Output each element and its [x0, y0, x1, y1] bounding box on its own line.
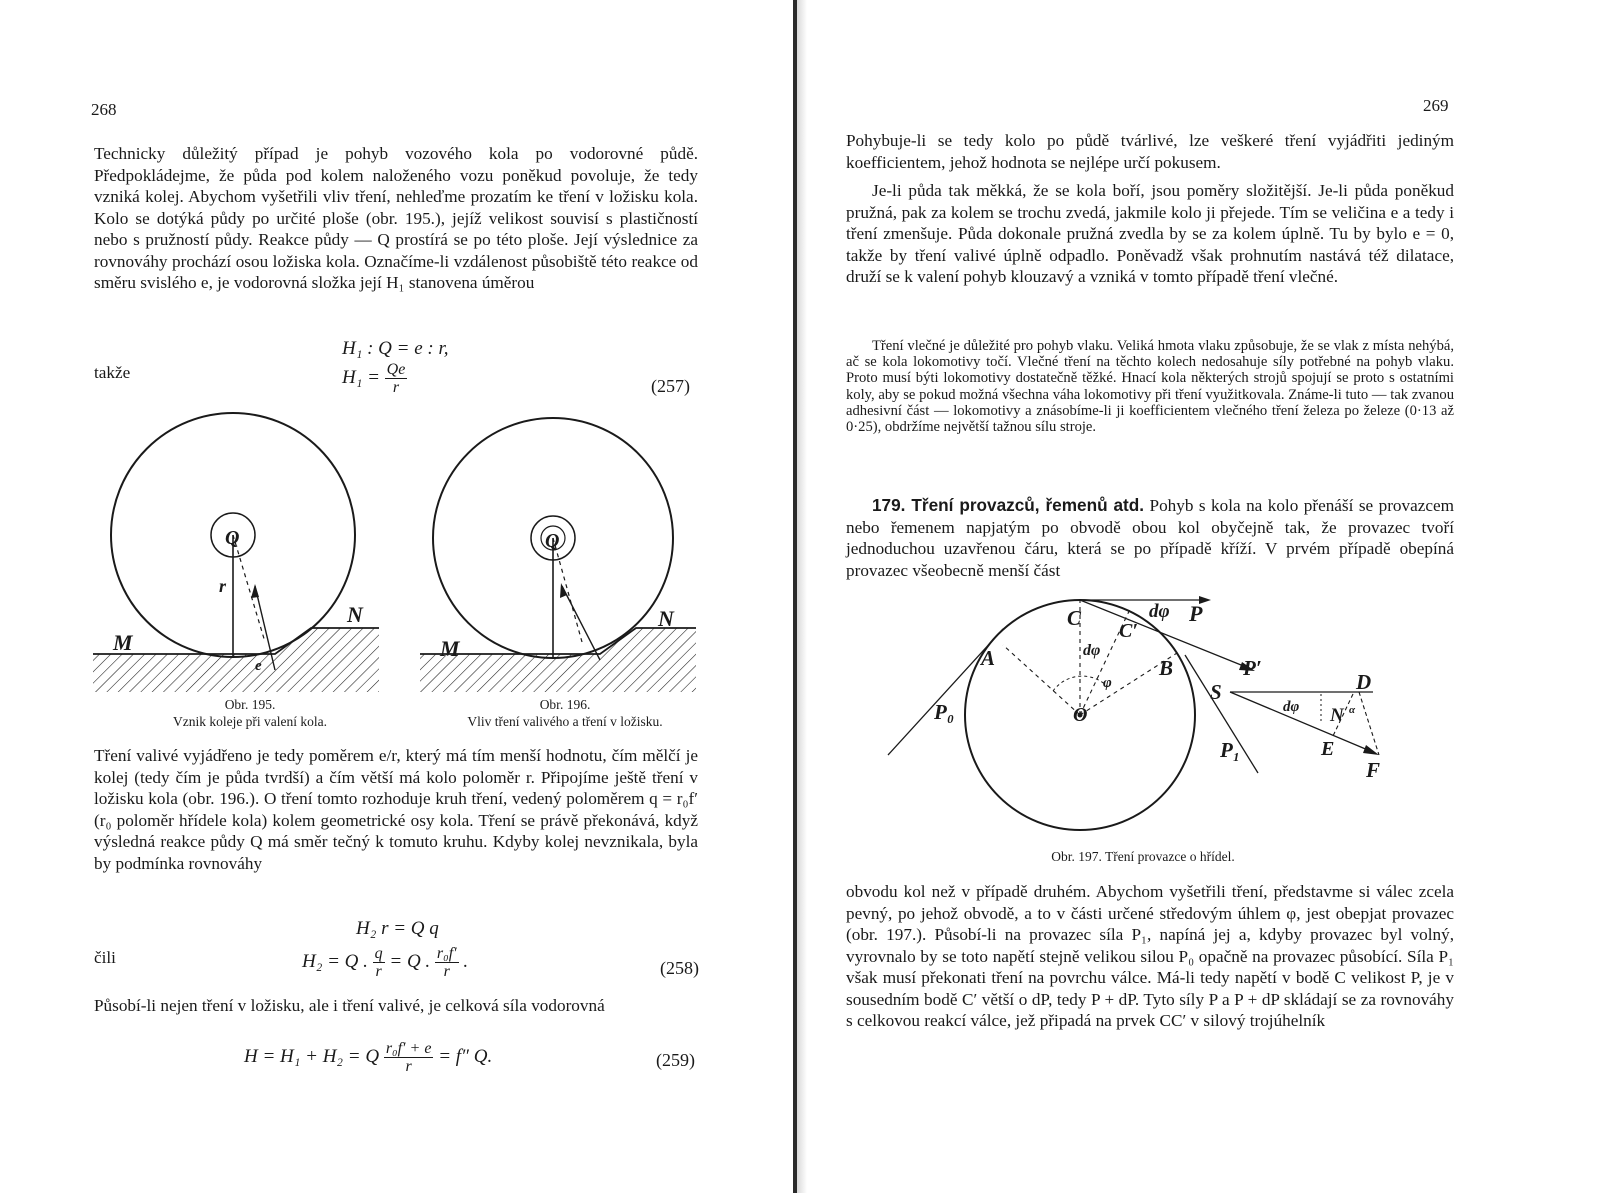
label-o: O [1073, 704, 1088, 726]
equation-number-257: (257) [651, 376, 690, 396]
reaction-arrow [562, 586, 600, 660]
label-s: S [1210, 680, 1222, 704]
equation-259 [244, 1040, 492, 1075]
section-heading: 179. Tření provazců, řemenů atd. [872, 495, 1145, 515]
eq259-den: r [405, 1058, 412, 1075]
equation-proportion: H₁ : Q = e : r, [342, 338, 449, 359]
label-m: M [440, 636, 460, 661]
label-n: N [1330, 705, 1344, 726]
eq258-mid: = Q . [389, 950, 431, 972]
fig196-caption-title: Obr. 196. [539, 697, 591, 712]
cili-label: čili [94, 948, 116, 967]
equation-h2r: H₂ r = Q q [356, 918, 439, 939]
paragraph-3: Působí-li nejen tření v ložisku, ale i tření valivé, je celková síla vodorovná [94, 996, 605, 1015]
page-number: 268 [91, 100, 117, 119]
paragraph-2: Tření valivé vyjádřeno je tedy poměrem e/r, který má tím menší hodnotu, čím mělčí je kolej (tedy čím je půda tvrdší) a čím větší má kolo poloměr r. Připojíme ještě tření v ložisku kola (obr. 196.). O tření tomto rozhoduje kruh tření, vedený poloměrem q = r₀f′ (r₀ poloměr hřídele kola) kolem geometrické osy kola. Tření se právě překonává, když výsledná reakce půdy Q má směr tečný k tomuto kruhu. Kdyby kolej nevznikala, byla by podmínka rovnováhy [94, 746, 698, 873]
label-p: P [1189, 601, 1203, 626]
figure-197 [893, 595, 1413, 840]
figure-195-caption [120, 696, 380, 730]
label-m: M [113, 630, 133, 655]
eq258-d2: r [443, 963, 450, 980]
label-alpha: α [1349, 704, 1356, 716]
label-c-prime: C′ [1119, 620, 1138, 642]
paragraph-4: obvodu kol než v případě druhém. Abychom vyšetřili tření, představme si válec zcela pevný, po jehož obvodě, a to v části určené středovým úhlem φ, jest obepjat provazec (obr. 197.). Působí-li na provazec síla P₁, napíná jej a, kdyby provazec byl volný, vyrovnalo by se toto napětí stejně velikou silou P₀ opačně na provazec působící. Síla P₁ však musí překonati tření na povrchu válce. Má-li tedy napětí v bodě C velikost P, je v sousedním bodě C′ větší o dP, tedy P + dP. Tyto síly P a P + dP skládají se za rovnováhy s celkovou reakcí válce, jež připadá na prvek CC′ v silový trojúhelník [846, 882, 1454, 1030]
equation-number-258: (258) [660, 958, 699, 978]
label-b: B [1159, 656, 1174, 680]
label-dphi-top: dφ [1149, 601, 1170, 622]
eq259-lhs: H = H₁ + H₂ = Q [244, 1045, 380, 1067]
label-r: r [219, 576, 227, 596]
radius-oa [1003, 645, 1080, 715]
label-p1: P₁ [1220, 738, 1241, 762]
takze-label: takže [94, 363, 131, 382]
label-q: Q [225, 527, 240, 549]
paragraph-2: Je-li půda tak měkká, že se kola boří, jsou poměry složitější. Je-li půda poněkud pružná, pak za kolem se trochu zvedá, jakmile kolo ji přejede. Tím se veličina e a tedy i tření zmenšuje. Půda dokonale pružná zvedla by se za kolem úplně. Tu by bylo e = 0, takže by tření valivé úplně odpadlo. Poněvadž však prohnutím nastává též dilatace, druží se k valení pohyb klouzavý a vzniká v tomto případě tření vlečné. [846, 181, 1454, 286]
eq259-rhs: = f″ Q. [438, 1045, 493, 1067]
label-d: D [1356, 670, 1372, 694]
equation-258 [302, 945, 468, 980]
eq257-num: Qe [386, 361, 406, 378]
label-p0: P₀ [934, 700, 955, 724]
label-dphi-center: dφ [1083, 642, 1101, 659]
eq258-frac2 [435, 945, 459, 980]
eq257-fraction [385, 361, 408, 396]
eq258-n1: q [374, 945, 383, 962]
label-dphi-tri: dφ [1283, 699, 1300, 715]
paragraph-1: Technicky důležitý případ je pohyb vozového kola po vodorovné půdě. Předpokládejme, že půda pod kolem naloženého vozu poněkud povoluje, že tedy vzniká kolej. Abychom vyšetřili vliv tření, nehleďme prozatím ke tření v ložisku kola. Kolo se dotýká půdy po určité ploše (obr. 195.), jejíž velikost souvisí s plastičností nebo s pružností půdy. Reakce půdy — Q prostírá se po této ploše. Její výslednice za rovnováhy prochází osou ložiska kola. Označíme-li vzdálenost působiště této reakce od směru svislého e, je vodorovná složka její H₁ stanovena úměrou [94, 144, 698, 292]
eq258-d1: r [375, 963, 382, 980]
arrow-head [251, 584, 259, 598]
label-n: N [347, 602, 363, 627]
triangle-sf [1230, 692, 1375, 753]
ground-hatch [93, 628, 379, 692]
fig195-caption-title: Obr. 195. [224, 697, 276, 712]
fig196-caption-text: Vliv tření valivého a tření v ložisku. [467, 714, 663, 729]
eq259-num: r₀f′ + e [385, 1040, 432, 1057]
figure-196-caption [420, 696, 710, 730]
label-phi: φ [1103, 675, 1112, 691]
eq258-lhs: H₂ = Q . [302, 950, 368, 972]
label-p-prime: P′ [1243, 656, 1262, 680]
equation-number-259: (259) [656, 1050, 695, 1070]
figure-197-caption: Obr. 197. Tření provazce o hřídel. [1051, 849, 1235, 864]
label-e: e [255, 658, 262, 674]
right-page [793, 0, 1612, 1193]
label-f: F [1366, 758, 1381, 782]
label-q: Q [545, 530, 560, 552]
label-c: C [1067, 606, 1082, 630]
paragraph-1: Pohybuje-li se tedy kolo po půdě tvárlivé, lze veškeré tření vyjádřiti jediným koefficientem, jehož hodnota se nejlépe určí pokusem. [846, 131, 1454, 172]
figure-195 [85, 408, 395, 698]
figure-196 [410, 408, 710, 698]
ground-hatch [420, 628, 696, 692]
fig195-caption-text: Vznik koleje při valení kola. [172, 714, 328, 729]
small-print-paragraph: Tření vlečné je důležité pro pohyb vlaku. Veliká hmota vlaku způsobuje, že se vlak z místa nehýbá, ač se kola lokomotivy točí. Vlečné tření na těchto kolech nedosahuje síly potřebné na pohyb vlaku. Proto musí býti lokomotivy dostatečně těžké. Hnací kola některých strojů spojují se proto s ostatními koly, aby se pokud možná všechna váha lokomotivy při tření využitkovala. Známe-li tuto — tak zvanou adhesivní část — lokomotivy a znásobíme-li ji koefficientem vlečného tření železa po železe (0·13 až 0·25), obdržíme největší tažnou sílu stroje. [846, 338, 1454, 436]
page-number: 269 [1423, 96, 1449, 115]
label-a: A [981, 646, 996, 670]
triangle-df [1359, 692, 1379, 755]
label-e: E [1321, 738, 1335, 760]
eq258-end: . [463, 950, 469, 972]
eq257-lhs: H₁ = [342, 366, 380, 388]
left-page [0, 0, 793, 1193]
eq258-n2: r₀f′ [436, 945, 457, 962]
eq258-frac1 [373, 945, 385, 980]
label-n: N [658, 606, 674, 631]
section-text: Pohyb s kola na kolo přenáší se provazcem nebo řemenem napjatým po obvodě obou kol obyčejně tak, že provazec tvoří jednoduchou uzavřenou čáru, která se po případě kříží. V prvém případě obepíná provazec všeobecně menší část [846, 496, 1454, 580]
eq259-fraction [384, 1040, 434, 1075]
section-179 [846, 495, 1454, 581]
eq257-den: r [392, 379, 400, 396]
equation-257 [342, 361, 407, 396]
